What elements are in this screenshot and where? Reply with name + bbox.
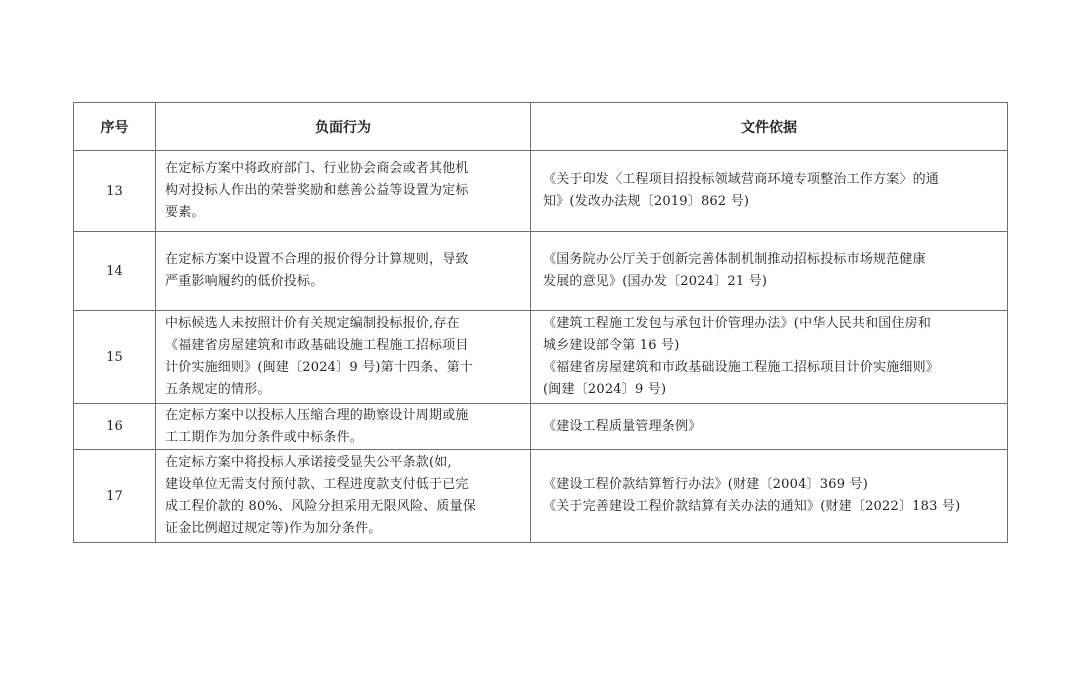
- basis-line: 《福建省房屋建筑和市政基础设施工程施工招标项目计价实施细则》: [543, 360, 940, 375]
- behavior-line: 构对投标人作出的荣誉奖励和慈善公益等设置为定标: [165, 183, 469, 198]
- behavior-line: 严重影响履约的低价投标。: [165, 274, 324, 289]
- negative-behavior-cell: [156, 450, 531, 543]
- document-basis-cell: [531, 232, 1008, 311]
- table-row: [74, 450, 1008, 543]
- document-basis-cell: [531, 404, 1008, 450]
- negative-behavior-cell: [156, 311, 531, 404]
- behavior-line: 《福建省房屋建筑和市政基础设施工程施工招标项目: [165, 338, 469, 353]
- negative-behavior-cell: [156, 151, 531, 232]
- behavior-line: 要素。: [165, 205, 205, 220]
- table-row: [74, 311, 1008, 404]
- basis-line: 知》(发改办法规〔2019〕862 号): [543, 194, 750, 209]
- behavior-line: 成工程价款的 80%、风险分担采用无限风险、质量保: [165, 499, 477, 514]
- behavior-line: 建设单位无需支付预付款、工程进度款支付低于已完: [165, 477, 469, 492]
- behavior-line: 计价实施细则》(闽建〔2024〕9 号)第十四条、第十: [165, 360, 474, 375]
- basis-line: 《国务院办公厅关于创新完善体制机制推动招标投标市场规范健康: [543, 252, 926, 267]
- basis-line: (闽建〔2024〕9 号): [543, 382, 667, 397]
- negative-behavior-cell: [156, 404, 531, 450]
- basis-line: 城乡建设部令第 16 号): [543, 338, 680, 353]
- behavior-line: 工工期作为加分条件或中标条件。: [165, 429, 364, 445]
- negative-behavior-cell: [156, 232, 531, 311]
- behavior-line: 在定标方案中设置不合理的报价得分计算规则，导致: [165, 252, 469, 267]
- row-number: 14: [74, 232, 156, 311]
- header-serial-number: 序号: [74, 103, 156, 151]
- basis-line: 《建设工程质量管理条例》: [543, 418, 702, 434]
- header-document-basis: 文件依据: [531, 103, 1008, 151]
- header-negative-behavior: 负面行为: [156, 103, 531, 151]
- behavior-line: 在定标方案中将政府部门、行业协会商会或者其他机: [165, 161, 469, 176]
- row-number: 13: [74, 151, 156, 232]
- row-number: 16: [74, 404, 156, 450]
- behavior-line: 中标候选人未按照计价有关规定编制投标报价,存在: [165, 316, 460, 331]
- behavior-line: 五条规定的情形。: [165, 382, 271, 397]
- row-number: 15: [74, 311, 156, 404]
- basis-line: 发展的意见》(国办发〔2024〕21 号): [543, 274, 768, 289]
- table-header-row: [74, 103, 1008, 151]
- negative-behavior-table: [73, 102, 1008, 543]
- basis-line: 《关于完善建设工程价款结算有关办法的通知》(财建〔2022〕183 号): [543, 499, 961, 514]
- document-basis-cell: [531, 311, 1008, 404]
- table-row: [74, 151, 1008, 232]
- basis-line: 《建筑工程施工发包与承包计价管理办法》(中华人民共和国住房和: [543, 316, 932, 331]
- behavior-line: 在定标方案中将投标人承诺接受显失公平条款(如,: [165, 455, 452, 470]
- table-row: [74, 232, 1008, 311]
- basis-line: 《关于印发〈工程项目招投标领域营商环境专项整治工作方案〉的通: [543, 172, 940, 187]
- behavior-line: 证金比例超过规定等)作为加分条件。: [165, 521, 382, 536]
- behavior-line: 在定标方案中以投标人压缩合理的勘察设计周期或施: [165, 407, 469, 423]
- document-basis-cell: [531, 450, 1008, 543]
- row-number: 17: [74, 450, 156, 543]
- document-basis-cell: [531, 151, 1008, 232]
- basis-line: 《建设工程价款结算暂行办法》(财建〔2004〕369 号): [543, 477, 868, 492]
- table-row: [74, 404, 1008, 450]
